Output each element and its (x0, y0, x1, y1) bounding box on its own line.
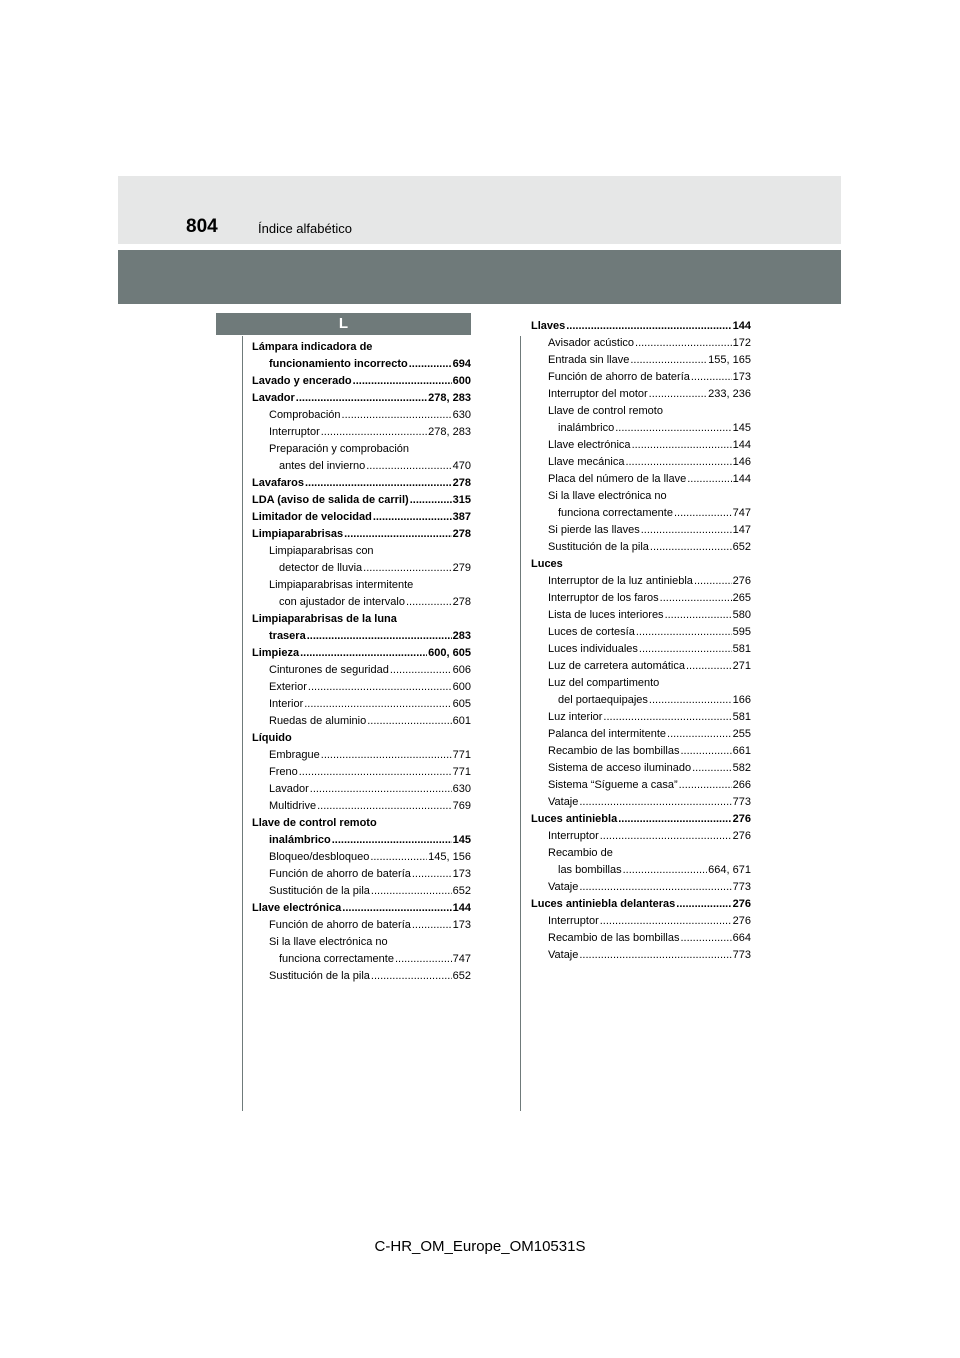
index-page-ref: 661 (732, 745, 751, 757)
index-entry (531, 896, 751, 913)
index-entry (531, 607, 751, 624)
index-term: Llave de control remoto (548, 405, 663, 417)
index-entry (252, 781, 471, 798)
index-entry (531, 777, 751, 794)
index-term: Interior (269, 698, 304, 710)
index-entry (252, 475, 471, 492)
index-term: inalámbrico (269, 834, 331, 846)
dot-leader (412, 866, 452, 883)
index-page-ref: 600 (452, 681, 471, 693)
index-entry (531, 811, 751, 828)
header-top-bar (118, 176, 841, 244)
index-term: Limpiaparabrisas de la luna (252, 613, 397, 625)
index-entry (531, 709, 751, 726)
dot-leader (390, 662, 452, 679)
dot-leader (615, 420, 731, 437)
index-page-ref: 144 (732, 320, 751, 332)
index-entry (531, 913, 751, 930)
dot-leader (650, 539, 732, 556)
index-term: Si pierde las llaves (548, 524, 640, 536)
index-term: Interruptor (548, 915, 599, 927)
index-entry (531, 879, 751, 896)
index-term: Interruptor (269, 426, 320, 438)
index-term: Exterior (269, 681, 307, 693)
index-entry (531, 845, 751, 862)
dot-leader (317, 798, 452, 815)
dot-leader (635, 335, 732, 352)
index-entry (252, 679, 471, 696)
index-page-ref: 271 (732, 660, 751, 672)
index-entry (531, 675, 751, 692)
index-page-ref: 276 (732, 830, 751, 842)
dot-leader (299, 764, 452, 781)
index-entry (252, 543, 471, 560)
header-band (118, 250, 841, 304)
dot-leader (579, 947, 731, 964)
dot-leader (680, 743, 731, 760)
index-entry (252, 356, 471, 373)
index-page-ref: 315 (452, 494, 471, 506)
index-entry (252, 883, 471, 900)
index-entry (531, 454, 751, 471)
dot-leader (344, 526, 452, 543)
index-term: Ruedas de aluminio (269, 715, 367, 727)
index-entry (531, 828, 751, 845)
index-page-ref: 278 (452, 596, 471, 608)
dot-leader (667, 726, 732, 743)
index-entry (252, 526, 471, 543)
index-term: Interruptor del motor (548, 388, 648, 400)
index-term: Luces antiniebla delanteras (531, 898, 676, 910)
index-entry (531, 862, 751, 879)
index-entry (252, 628, 471, 645)
index-term: Función de ahorro de batería (269, 868, 411, 880)
index-term: Recambio de (548, 847, 613, 859)
dot-leader (395, 951, 452, 968)
index-entry (252, 696, 471, 713)
index-page-ref: 771 (452, 766, 471, 778)
index-entry (531, 420, 751, 437)
index-entry (531, 505, 751, 522)
dot-leader (308, 679, 452, 696)
dot-leader (600, 828, 732, 845)
index-page-ref: 173 (732, 371, 751, 383)
index-page-ref: 470 (452, 460, 471, 472)
index-entry (252, 424, 471, 441)
index-term: Multidrive (269, 800, 317, 812)
index-column-left (252, 339, 471, 985)
index-entry (252, 815, 471, 832)
index-entry (531, 658, 751, 675)
index-term: Sustitución de la pila (548, 541, 649, 553)
index-term: Vataje (548, 796, 579, 808)
index-term: Líquido (252, 732, 292, 744)
index-entry (252, 764, 471, 781)
index-term: Preparación y comprobación (269, 443, 410, 455)
index-entry (531, 726, 751, 743)
index-page-ref: 155, 165 (708, 354, 751, 366)
index-entry (252, 832, 471, 849)
index-page-ref: 145 (452, 834, 471, 846)
index-entry (252, 560, 471, 577)
index-page-ref: 276 (732, 898, 751, 910)
index-term: Llaves (531, 320, 566, 332)
index-entry (252, 713, 471, 730)
index-term: Limpiaparabrisas intermitente (269, 579, 414, 591)
index-entry (531, 947, 751, 964)
index-term: las bombillas (558, 864, 622, 876)
index-entry (531, 539, 751, 556)
index-term: Palanca del intermitente (548, 728, 667, 740)
index-term: Si la llave electrónica no (548, 490, 667, 502)
index-entry (252, 407, 471, 424)
index-entry (252, 509, 471, 526)
index-page-ref: 747 (732, 507, 751, 519)
index-term: Llave de control remoto (252, 817, 377, 829)
index-page-ref: 580 (732, 609, 751, 621)
index-entry (252, 730, 471, 747)
index-term: Lavafaros (252, 477, 304, 489)
dot-leader (370, 849, 427, 866)
index-entry (531, 488, 751, 505)
dot-leader (410, 492, 452, 509)
index-page-ref: 773 (732, 881, 751, 893)
index-page-ref: 255 (732, 728, 751, 740)
dot-leader (296, 390, 427, 407)
index-entry (531, 386, 751, 403)
index-page-ref: 283 (452, 630, 471, 642)
index-page-ref: 278, 283 (428, 426, 471, 438)
dot-leader (373, 509, 452, 526)
dot-leader (632, 437, 732, 454)
dot-leader (649, 692, 732, 709)
index-page-ref: 694 (452, 358, 471, 370)
index-term: Sistema “Sígueme a casa” (548, 779, 678, 791)
index-term: Llave electrónica (252, 902, 342, 914)
index-page-ref: 387 (452, 511, 471, 523)
index-page-ref: 773 (732, 949, 751, 961)
index-entry (252, 645, 471, 662)
index-term: trasera (269, 630, 306, 642)
index-page-ref: 172 (732, 337, 751, 349)
index-term: Limpieza (252, 647, 300, 659)
index-term: Comprobación (269, 409, 341, 421)
index-entry (531, 335, 751, 352)
dot-leader (409, 356, 452, 373)
index-page-ref: 146 (732, 456, 751, 468)
index-term: Vataje (548, 949, 579, 961)
index-entry (531, 743, 751, 760)
dot-leader (674, 505, 732, 522)
index-term: Luces (531, 558, 563, 570)
index-term: Luces antiniebla (531, 813, 618, 825)
index-term: Recambio de las bombillas (548, 745, 680, 757)
dot-leader (342, 407, 452, 424)
index-page-ref: 144 (452, 902, 471, 914)
index-entry (531, 556, 751, 573)
index-entry (252, 458, 471, 475)
index-term: Placa del número de la llave (548, 473, 687, 485)
index-term: funcionamiento incorrecto (269, 358, 408, 370)
index-page-ref: 581 (732, 643, 751, 655)
index-page-ref: 276 (732, 575, 751, 587)
dot-leader (406, 594, 452, 611)
index-term: Interruptor de la luz antiniebla (548, 575, 693, 587)
dot-leader (603, 709, 731, 726)
index-term: Luces individuales (548, 643, 638, 655)
index-entry (252, 917, 471, 934)
index-page-ref: 747 (452, 953, 471, 965)
index-entry (531, 522, 751, 539)
dot-leader (412, 917, 452, 934)
index-term: con ajustador de intervalo (279, 596, 405, 608)
index-page-ref: 145 (732, 422, 751, 434)
dot-leader (579, 794, 731, 811)
index-entry (252, 968, 471, 985)
index-entry (252, 900, 471, 917)
index-term: funciona correctamente (279, 953, 394, 965)
index-term: Llave mecánica (548, 456, 625, 468)
dot-leader (639, 641, 732, 658)
index-page-ref: 630 (452, 783, 471, 795)
index-term: Luces de cortesía (548, 626, 635, 638)
index-term: Si la llave electrónica no (269, 936, 388, 948)
index-term: Lavador (269, 783, 309, 795)
left-column-rule (242, 336, 243, 1111)
dot-leader (371, 883, 452, 900)
dot-leader (307, 628, 452, 645)
index-page-ref: 769 (452, 800, 471, 812)
index-page-ref: 276 (732, 915, 751, 927)
index-page-ref: 600 (452, 375, 471, 387)
index-page-ref: 278 (452, 477, 471, 489)
dot-leader (636, 624, 732, 641)
index-page-ref: 652 (452, 885, 471, 897)
index-term: Vataje (548, 881, 579, 893)
dot-leader (649, 386, 708, 403)
index-entry (531, 318, 751, 335)
index-term: LDA (aviso de salida de carril) (252, 494, 409, 506)
index-term: Entrada sin llave (548, 354, 630, 366)
dot-leader (305, 475, 452, 492)
document-code: C-HR_OM_Europe_OM10531S (374, 1238, 586, 1255)
dot-leader (641, 522, 732, 539)
index-entry (252, 390, 471, 407)
index-entry (531, 624, 751, 641)
index-term: Llave electrónica (548, 439, 631, 451)
index-column-right (531, 318, 751, 964)
index-page-ref: 173 (452, 919, 471, 931)
dot-leader (691, 369, 732, 386)
dot-leader (630, 352, 707, 369)
dot-leader (371, 968, 452, 985)
dot-leader (366, 458, 451, 475)
index-page-ref: 173 (452, 868, 471, 880)
index-entry (252, 798, 471, 815)
index-page-ref: 266 (732, 779, 751, 791)
dot-leader (353, 373, 452, 390)
index-term: Cinturones de seguridad (269, 664, 389, 676)
index-page-ref: 144 (732, 439, 751, 451)
index-page-ref: 278, 283 (428, 392, 471, 404)
dot-leader (692, 760, 732, 777)
index-entry (531, 573, 751, 590)
dot-leader (566, 318, 731, 335)
dot-leader (665, 607, 732, 624)
index-entry (252, 492, 471, 509)
index-term: Lámpara indicadora de (252, 341, 373, 353)
index-page-ref: 664 (732, 932, 751, 944)
index-term: antes del invierno (279, 460, 366, 472)
index-entry (252, 441, 471, 458)
dot-leader (618, 811, 731, 828)
index-entry (531, 471, 751, 488)
index-page-ref: 233, 236 (708, 388, 751, 400)
index-page-ref: 265 (732, 592, 751, 604)
dot-leader (321, 747, 452, 764)
index-entry (252, 611, 471, 628)
index-page-ref: 771 (452, 749, 471, 761)
dot-leader (310, 781, 452, 798)
letter-tab: L (216, 313, 471, 335)
index-term: Luz de carretera automática (548, 660, 685, 672)
index-page-ref: 276 (732, 813, 751, 825)
right-column-rule (520, 336, 521, 1111)
index-page-ref: 773 (732, 796, 751, 808)
index-entry (531, 352, 751, 369)
index-page-ref: 278 (452, 528, 471, 540)
index-term: Embrague (269, 749, 320, 761)
index-entry (252, 849, 471, 866)
index-entry (252, 747, 471, 764)
index-term: Avisador acústico (548, 337, 635, 349)
index-term: Sustitución de la pila (269, 885, 370, 897)
index-entry (531, 641, 751, 658)
index-term: Interruptor de los faros (548, 592, 659, 604)
dot-leader (600, 913, 732, 930)
index-term: Lavador (252, 392, 295, 404)
index-term: Recambio de las bombillas (548, 932, 680, 944)
index-entry (252, 662, 471, 679)
index-term: Función de ahorro de batería (269, 919, 411, 931)
index-entry (531, 403, 751, 420)
dot-leader (660, 590, 732, 607)
dot-leader (342, 900, 451, 917)
dot-leader (676, 896, 731, 913)
index-term: detector de lluvia (279, 562, 363, 574)
index-entry (531, 437, 751, 454)
index-entry (252, 866, 471, 883)
index-entry (252, 594, 471, 611)
index-term: Bloqueo/desbloqueo (269, 851, 370, 863)
index-term: del portaequipajes (558, 694, 648, 706)
dot-leader (367, 713, 451, 730)
index-term: Luz interior (548, 711, 603, 723)
index-term: Lista de luces interiores (548, 609, 664, 621)
index-entry (531, 930, 751, 947)
index-term: inalámbrico (558, 422, 615, 434)
index-page-ref: 664, 671 (708, 864, 751, 876)
index-page-ref: 630 (452, 409, 471, 421)
dot-leader (579, 879, 731, 896)
index-term: Luz del compartimento (548, 677, 660, 689)
index-term: Lavado y encerado (252, 375, 352, 387)
index-page-ref: 147 (732, 524, 751, 536)
index-term: Limpiaparabrisas (252, 528, 344, 540)
dot-leader (623, 862, 708, 879)
section-title: Índice alfabético (258, 221, 352, 236)
dot-leader (332, 832, 452, 849)
index-entry (252, 339, 471, 356)
dot-leader (679, 777, 732, 794)
index-term: Sustitución de la pila (269, 970, 370, 982)
index-entry (531, 794, 751, 811)
dot-leader (694, 573, 732, 590)
dot-leader (300, 645, 427, 662)
index-page-ref: 600, 605 (428, 647, 471, 659)
index-page-ref: 605 (452, 698, 471, 710)
index-entry (531, 692, 751, 709)
index-term: Interruptor (548, 830, 599, 842)
index-entry (252, 577, 471, 594)
index-page-ref: 166 (732, 694, 751, 706)
index-page-ref: 595 (732, 626, 751, 638)
index-term: Función de ahorro de batería (548, 371, 690, 383)
index-page-ref: 145, 156 (428, 851, 471, 863)
index-entry (531, 590, 751, 607)
index-page-ref: 652 (452, 970, 471, 982)
index-page-ref: 279 (452, 562, 471, 574)
index-page-ref: 582 (732, 762, 751, 774)
index-entry (531, 760, 751, 777)
index-page-ref: 601 (452, 715, 471, 727)
index-term: Limpiaparabrisas con (269, 545, 374, 557)
dot-leader (625, 454, 731, 471)
index-entry (252, 373, 471, 390)
dot-leader (680, 930, 731, 947)
index-term: funciona correctamente (558, 507, 673, 519)
index-term: Sistema de acceso iluminado (548, 762, 692, 774)
dot-leader (686, 658, 732, 675)
index-entry (531, 369, 751, 386)
dot-leader (687, 471, 731, 488)
index-entry (252, 951, 471, 968)
index-page-ref: 144 (732, 473, 751, 485)
index-term: Limitador de velocidad (252, 511, 372, 523)
dot-leader (304, 696, 451, 713)
index-page-ref: 581 (732, 711, 751, 723)
index-entry (252, 934, 471, 951)
index-page-ref: 652 (732, 541, 751, 553)
index-term: Freno (269, 766, 298, 778)
dot-leader (321, 424, 427, 441)
dot-leader (363, 560, 451, 577)
index-page-ref: 606 (452, 664, 471, 676)
page-number: 804 (186, 216, 218, 237)
